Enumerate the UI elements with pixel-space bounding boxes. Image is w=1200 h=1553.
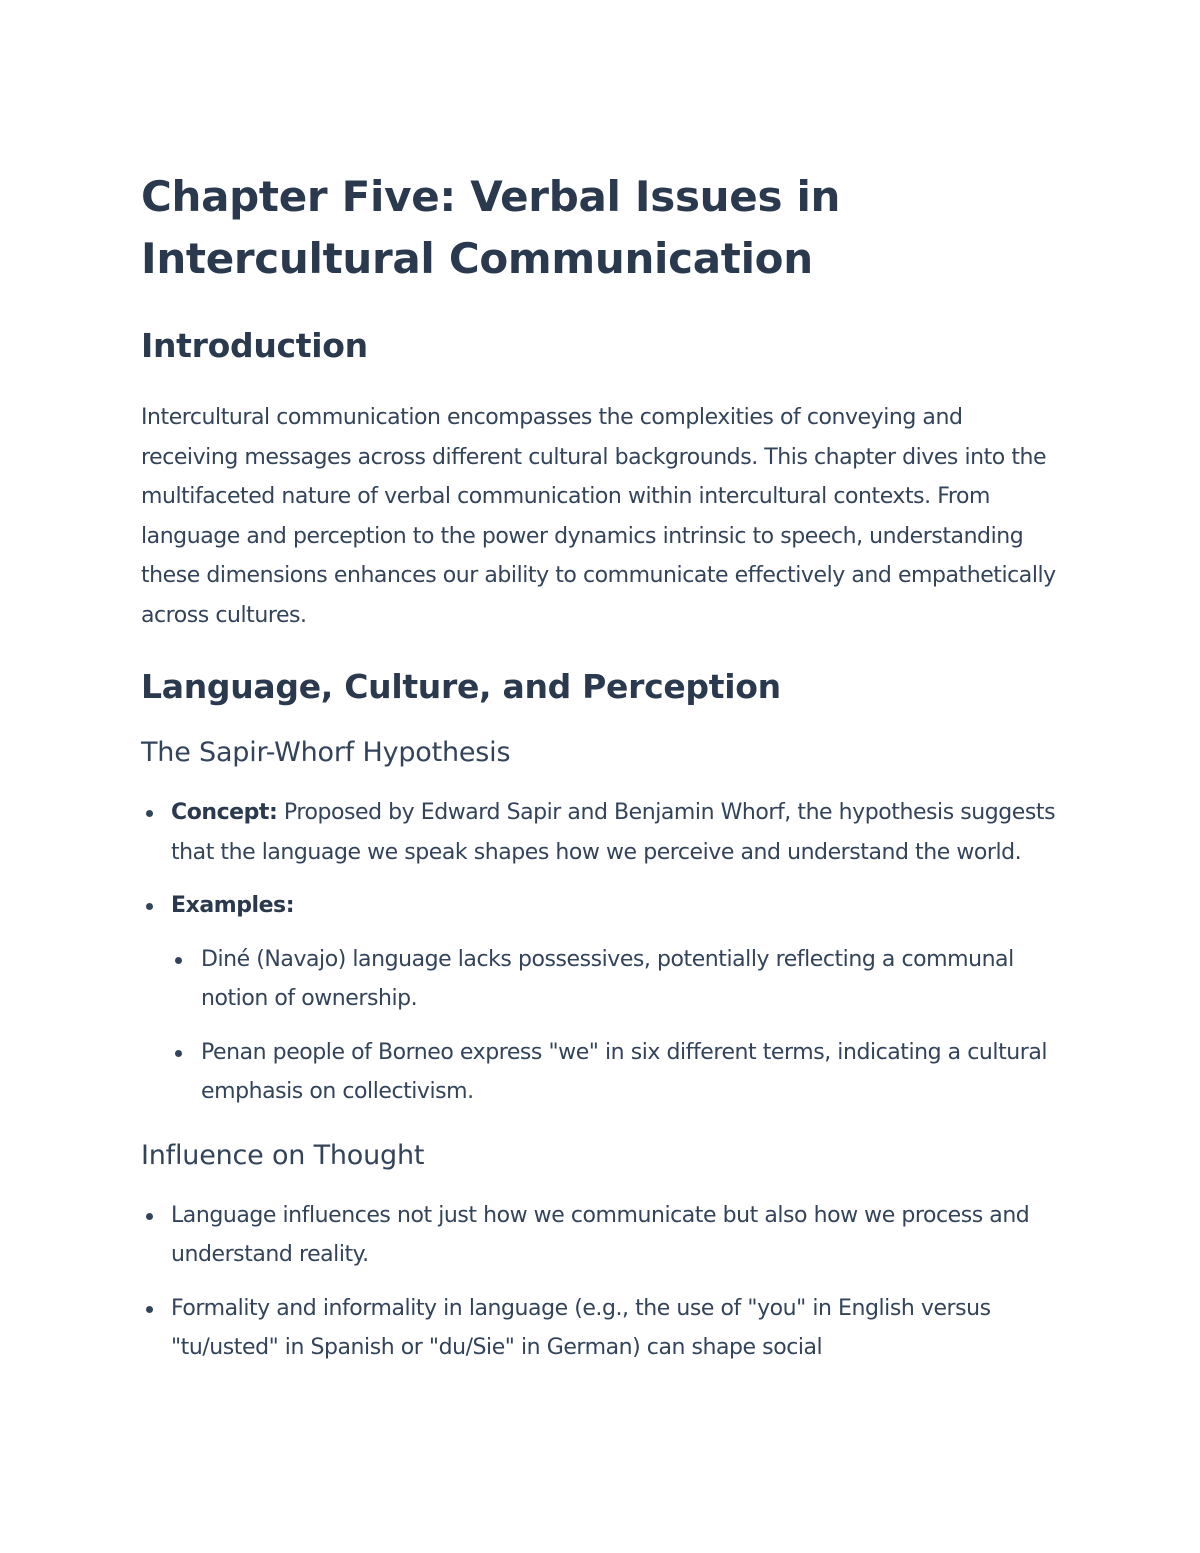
examples-list (171, 940, 1061, 1112)
document-page (141, 166, 1061, 1382)
sapir-whorf-heading: The Sapir-Whorf Hypothesis (141, 737, 511, 768)
list-item-concept (141, 793, 1061, 872)
examples-label: Examples: (171, 893, 295, 918)
introduction-paragraph: Intercultural communication encompasses the complexities of conveying and receiving messages across different cultural backgrounds. This chapter dives into the multifaceted nature of verbal communication within intercultural contexts. From language and perception to the power dynamics intrinsic to speech, understanding these dimensions enhances our ability to communicate effectively and empathetically across cultures. (141, 405, 1056, 628)
concept-label: Concept: (171, 800, 278, 825)
influence-item-formality: Formality and informality in language (e.g., the use of "you" in English versus "tu/usted" in Spanish or "du/Sie" in German) can shape social (141, 1289, 1061, 1368)
example-item-penan: Penan people of Borneo express "we" in six different terms, indicating a cultural emphasis on collectivism. (171, 1033, 1061, 1112)
influence-list (141, 1196, 1061, 1368)
influence-on-thought-heading: Influence on Thought (141, 1139, 425, 1171)
influence-item-process: Language influences not just how we communicate but also how we process and understand reality. (141, 1196, 1061, 1275)
concept-text: Proposed by Edward Sapir and Benjamin Whorf, the hypothesis suggests that the language we speak shapes how we perceive and understand the world. (171, 800, 1056, 865)
language-culture-perception-heading: Language, Culture, and Perception (141, 667, 781, 706)
list-item-examples (141, 886, 1061, 1112)
introduction-heading: Introduction (141, 326, 368, 365)
sapir-whorf-list (141, 793, 1061, 1112)
chapter-title: Chapter Five: Verbal Issues in Intercultural Communication (141, 172, 841, 283)
example-item-dine: Diné (Navajo) language lacks possessives, potentially reflecting a communal notion of ownership. (171, 940, 1061, 1019)
